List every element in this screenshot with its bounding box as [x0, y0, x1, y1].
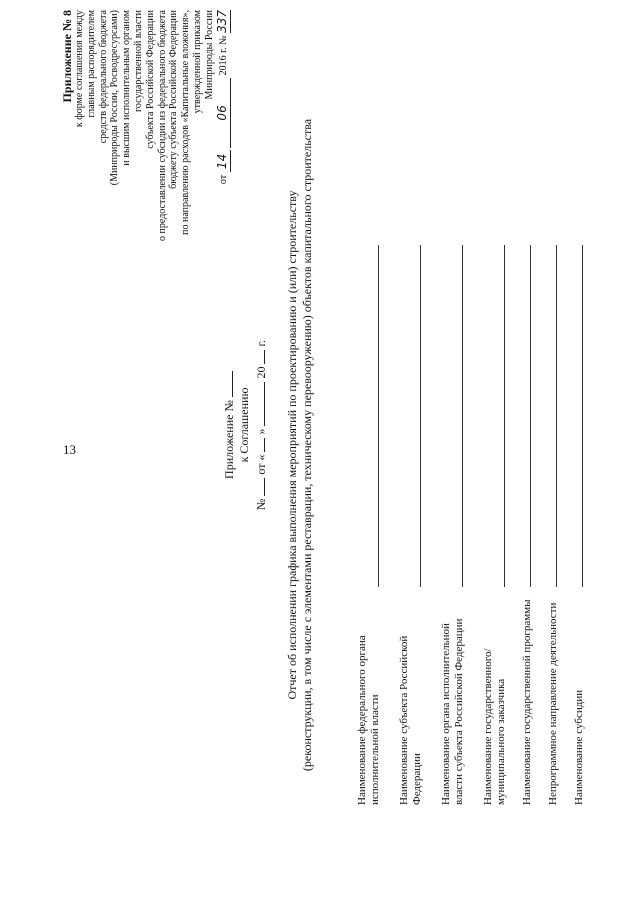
appendix-header: [60, 10, 231, 310]
appendix-line: (Минприроды России, Росводресурсами): [109, 10, 121, 186]
agreement-number-date-line: [254, 325, 269, 525]
form-input-line[interactable]: [503, 245, 505, 587]
approval-date-line: [216, 10, 231, 310]
appendix-line: Минприроды России: [203, 10, 215, 100]
form-row-subject: [382, 245, 424, 805]
form-label: Наименование субъекта Российской Федерации: [398, 635, 423, 805]
agreement-no-label: №: [254, 498, 268, 511]
agreement-day-blank: [254, 438, 265, 452]
appendix-line: и высшим исполнительным органом: [121, 10, 133, 166]
form-input-line[interactable]: [419, 245, 421, 587]
appendix-line: государственной власти: [132, 10, 144, 112]
page-number: 13: [63, 442, 76, 457]
appendix-line: главным распорядителем: [85, 10, 97, 118]
form-row-customer: [466, 245, 508, 805]
form-row-federal-body: [340, 245, 382, 805]
form-label: Наименование государственного/муниципального заказчика: [482, 648, 507, 805]
agreement-year-suffix: г.: [254, 339, 268, 347]
form-row-nonprogram: [534, 245, 560, 805]
form-label: Непрограммное направление деятельности: [547, 602, 559, 805]
sig-day: 14: [216, 150, 231, 172]
form-row-program: [508, 245, 534, 805]
agreement-year-blank: [254, 350, 265, 364]
form-input-line[interactable]: [581, 245, 583, 587]
agreement-appendix-line: [222, 325, 237, 525]
agreement-date-from: от «: [254, 454, 268, 475]
appendix-line: о предоставлении субсидии из федерального бюджета: [156, 10, 168, 241]
agreement-appendix-label: Приложение №: [222, 400, 236, 479]
sig-year: 2016 г. №: [217, 35, 229, 76]
appendix-line: утвержденной приказом: [191, 10, 203, 114]
appendix-line: по направлению расходов «Капитальные вложения»,: [180, 10, 192, 235]
sig-month: 06: [216, 78, 231, 148]
agreement-quote-close: »: [254, 428, 268, 435]
agreement-reference: [222, 325, 269, 525]
sig-prefix: от: [217, 174, 229, 185]
report-title: [285, 65, 315, 825]
form-input-line[interactable]: [377, 245, 379, 587]
form-row-subject-executive: [424, 245, 466, 805]
report-form: [340, 245, 586, 805]
form-label: Наименование органа исполнительной власти субъекта Российской Федерации: [440, 618, 465, 805]
agreement-number-blank: [254, 478, 265, 496]
form-input-line[interactable]: [555, 245, 557, 587]
agreement-label: к Соглашению: [237, 387, 251, 463]
form-row-subsidy: [560, 245, 586, 805]
form-label: Наименование государственной программы: [521, 599, 533, 805]
sig-number: 337: [214, 10, 229, 33]
appendix-line: средств федерального бюджета: [97, 10, 109, 144]
report-title-line-1: Отчет об исполнении графика выполнения мероприятий по проектированию и (или) строительству: [285, 190, 299, 700]
form-input-line[interactable]: [529, 245, 531, 587]
form-label: Наименование федерального органа исполнительной власти: [356, 635, 381, 805]
form-label: Наименование субсидии: [573, 689, 585, 805]
appendix-title: Приложение № 8: [60, 10, 74, 103]
appendix-line: бюджету субъекта Российской Федерации: [168, 10, 180, 189]
report-title-line-2: (реконструкции, в том числе с элементами реставрации, техническому перевооружению) объектов капитального строительства: [300, 118, 314, 772]
agreement-month-blank: [254, 382, 265, 426]
appendix-line: к форме соглашения между: [74, 10, 85, 128]
agreement-year-prefix: 20: [254, 366, 268, 379]
agreement-appendix-number-blank: [222, 371, 233, 397]
form-input-line[interactable]: [461, 245, 463, 587]
appendix-line: субъекта Российской Федерации: [144, 10, 156, 149]
